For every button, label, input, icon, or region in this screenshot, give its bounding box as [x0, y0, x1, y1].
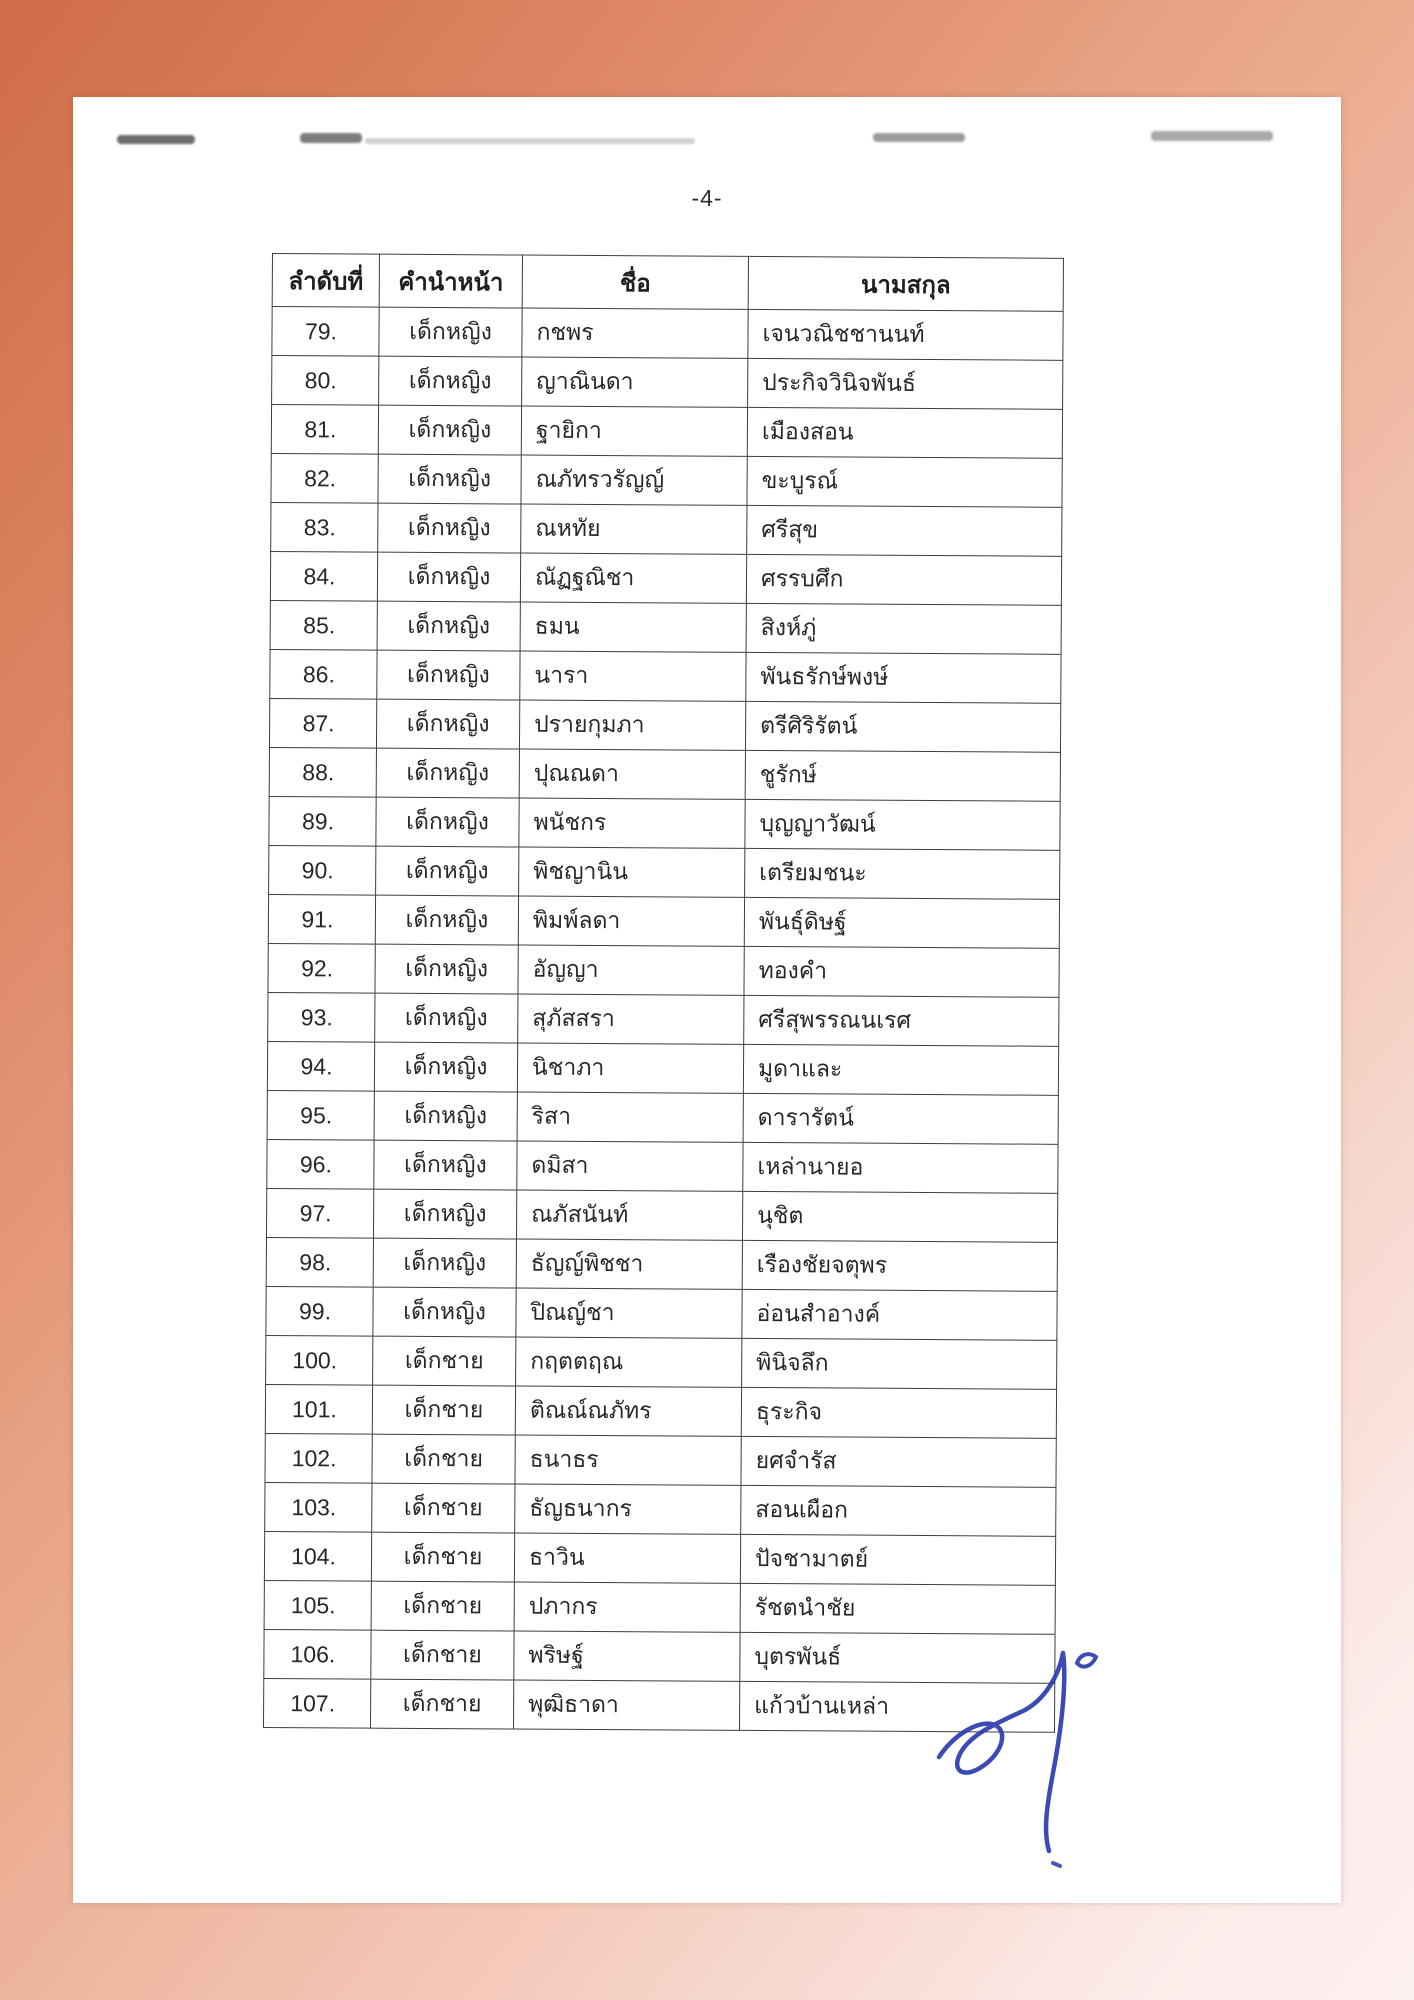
last-name-cell: ธุระกิจ: [741, 1387, 1056, 1438]
prefix-cell: เด็กชาย: [371, 1581, 514, 1631]
last-name-cell: บุตรพันธ์: [740, 1632, 1055, 1683]
first-name-cell: ณภัทรวรัญญ์: [521, 455, 747, 505]
prefix-cell: เด็กหญิง: [377, 601, 520, 651]
student-name-table: [263, 253, 1064, 1733]
first-name-cell: กชพร: [522, 308, 748, 358]
order-cell: 81.: [271, 405, 378, 455]
table-row: [267, 1139, 1058, 1193]
table-row: [270, 551, 1061, 605]
last-name-cell: พันธรักษ์พงษ์: [746, 652, 1061, 703]
last-name-cell: ศรีสุพรรณนเรศ: [744, 995, 1059, 1046]
last-name-cell: ศรรบศึก: [746, 554, 1061, 605]
order-cell: 99.: [266, 1286, 373, 1336]
table-row: [267, 1041, 1058, 1095]
order-cell: 102.: [265, 1433, 372, 1483]
table-row: [266, 1188, 1057, 1242]
first-name-cell: นิชาภา: [517, 1043, 743, 1093]
prefix-cell: เด็กหญิง: [377, 552, 520, 602]
order-cell: 91.: [268, 894, 375, 944]
order-cell: 92.: [268, 943, 375, 993]
order-cell: 86.: [270, 649, 377, 699]
prefix-cell: เด็กหญิง: [374, 1140, 517, 1190]
order-cell: 87.: [269, 698, 376, 748]
last-name-cell: ประกิจวินิจพันธ์: [748, 358, 1063, 409]
order-cell: 83.: [271, 502, 378, 552]
first-name-cell: ดมิสา: [517, 1141, 743, 1191]
scan-artifact: [873, 133, 965, 142]
order-cell: 84.: [270, 551, 377, 601]
prefix-cell: เด็กชาย: [372, 1385, 515, 1435]
order-cell: 95.: [267, 1090, 374, 1140]
table-row: [268, 894, 1059, 948]
first-name-cell: พิมพ์ลดา: [518, 896, 744, 946]
table-row: [272, 356, 1063, 410]
table-row: [266, 1237, 1057, 1291]
prefix-cell: เด็กหญิง: [374, 1091, 517, 1141]
last-name-cell: ปัจชามาตย์: [740, 1534, 1055, 1585]
order-cell: 100.: [266, 1335, 373, 1385]
last-name-cell: เตรียมชนะ: [745, 848, 1060, 899]
last-name-cell: ชูรักษ์: [745, 750, 1060, 801]
document-page: [73, 97, 1341, 1903]
first-name-cell: ธมน: [520, 602, 746, 652]
last-name-cell: นุชิต: [742, 1191, 1057, 1242]
order-cell: 82.: [271, 453, 378, 503]
last-name-cell: ยศจำรัส: [741, 1436, 1056, 1487]
table-row: [266, 1286, 1057, 1340]
table-header: [272, 254, 1063, 312]
prefix-cell: เด็กหญิง: [375, 895, 518, 945]
page-number: -4-: [691, 185, 723, 211]
last-name-cell: ศรีสุข: [747, 505, 1062, 556]
table-row: [265, 1384, 1056, 1438]
table-row: [272, 307, 1063, 361]
prefix-cell: เด็กชาย: [372, 1434, 515, 1484]
column-header: นามสกุล: [748, 256, 1063, 311]
last-name-cell: พันธุ์ดิษฐ์: [744, 897, 1059, 948]
order-cell: 93.: [268, 992, 375, 1042]
order-cell: 98.: [266, 1237, 373, 1287]
signature-stroke: [939, 1653, 1064, 1851]
order-cell: 96.: [267, 1139, 374, 1189]
first-name-cell: ธัญญ์พิชชา: [516, 1239, 742, 1289]
first-name-cell: ณภัสนันท์: [516, 1190, 742, 1240]
prefix-cell: เด็กหญิง: [375, 993, 518, 1043]
first-name-cell: สุภัสสรา: [518, 994, 744, 1044]
table-row: [264, 1531, 1055, 1585]
table-row: [269, 747, 1060, 801]
last-name-cell: สิงห์ภู่: [746, 603, 1061, 654]
prefix-cell: เด็กชาย: [372, 1483, 515, 1533]
signature: [925, 1637, 1125, 1877]
last-name-cell: ดารารัตน์: [743, 1093, 1058, 1144]
prefix-cell: เด็กชาย: [370, 1679, 513, 1729]
first-name-cell: ริสา: [517, 1092, 743, 1142]
table-row: [271, 453, 1062, 507]
last-name-cell: รัชตนำชัย: [740, 1583, 1055, 1634]
order-cell: 101.: [265, 1384, 372, 1434]
prefix-cell: เด็กหญิง: [376, 846, 519, 896]
header-row: [272, 254, 1063, 312]
first-name-cell: พริษฐ์: [514, 1631, 740, 1681]
table-row: [270, 649, 1061, 703]
first-name-cell: ณัฏฐณิชา: [520, 553, 746, 603]
first-name-cell: กฤตตฤณ: [516, 1337, 742, 1387]
first-name-cell: พุฒิธาดา: [513, 1680, 739, 1730]
first-name-cell: ธาวิน: [514, 1533, 740, 1583]
last-name-cell: เจนวณิชชานนท์: [748, 309, 1063, 360]
table-row: [269, 698, 1060, 752]
column-header: ชื่อ: [522, 255, 748, 309]
signature-stroke: [1077, 1654, 1096, 1666]
order-cell: 103.: [265, 1482, 372, 1532]
first-name-cell: ธนาธร: [515, 1435, 741, 1485]
table-row: [271, 502, 1062, 556]
prefix-cell: เด็กหญิง: [378, 454, 521, 504]
first-name-cell: ญาณินดา: [522, 357, 748, 407]
table-row: [269, 796, 1060, 850]
order-cell: 104.: [264, 1531, 371, 1581]
table-row: [268, 992, 1059, 1046]
order-cell: 90.: [269, 845, 376, 895]
last-name-cell: พินิจลึก: [742, 1338, 1057, 1389]
scan-artifact: [117, 135, 195, 144]
order-cell: 105.: [264, 1580, 371, 1630]
prefix-cell: เด็กหญิง: [376, 699, 519, 749]
order-cell: 80.: [272, 356, 379, 406]
order-cell: 89.: [269, 796, 376, 846]
last-name-cell: เรืองชัยจตุพร: [742, 1240, 1057, 1291]
prefix-cell: เด็กหญิง: [373, 1287, 516, 1337]
last-name-cell: ทองคำ: [744, 946, 1059, 997]
prefix-cell: เด็กหญิง: [379, 307, 522, 357]
last-name-cell: มูดาและ: [743, 1044, 1058, 1095]
scan-artifact: [365, 138, 695, 144]
table-row: [271, 405, 1062, 459]
last-name-cell: สอนเผือก: [741, 1485, 1056, 1536]
first-name-cell: ปุณณดา: [519, 749, 745, 799]
prefix-cell: เด็กหญิง: [376, 748, 519, 798]
table-row: [270, 600, 1061, 654]
prefix-cell: เด็กหญิง: [375, 944, 518, 994]
prefix-cell: เด็กหญิง: [374, 1042, 517, 1092]
first-name-cell: ติณณ์ณภัทร: [515, 1386, 741, 1436]
table-row: [265, 1482, 1056, 1536]
order-cell: 85.: [270, 600, 377, 650]
prefix-cell: เด็กชาย: [373, 1336, 516, 1386]
first-name-cell: พนัชกร: [519, 798, 745, 848]
prefix-cell: เด็กหญิง: [373, 1238, 516, 1288]
first-name-cell: นารา: [520, 651, 746, 701]
scan-artifact: [1151, 131, 1273, 141]
prefix-cell: เด็กชาย: [371, 1532, 514, 1582]
prefix-cell: เด็กหญิง: [376, 797, 519, 847]
first-name-cell: ปภากร: [514, 1582, 740, 1632]
table-row: [265, 1433, 1056, 1487]
order-cell: 88.: [269, 747, 376, 797]
order-cell: 106.: [264, 1629, 371, 1679]
column-header: ลำดับที่: [272, 254, 379, 308]
first-name-cell: ฐายิกา: [521, 406, 747, 456]
first-name-cell: ณหทัย: [521, 504, 747, 554]
table-row: [267, 1090, 1058, 1144]
scan-artifact: [300, 133, 362, 143]
first-name-cell: พิชญานิน: [519, 847, 745, 897]
order-cell: 94.: [267, 1041, 374, 1091]
last-name-cell: แก้วบ้านเหล่า: [739, 1681, 1054, 1732]
last-name-cell: เมืองสอน: [747, 407, 1062, 458]
prefix-cell: เด็กหญิง: [379, 356, 522, 406]
last-name-cell: บุญญาวัฒน์: [745, 799, 1060, 850]
table-row: [269, 845, 1060, 899]
prefix-cell: เด็กหญิง: [378, 405, 521, 455]
first-name-cell: ปิณญ์ชา: [516, 1288, 742, 1338]
last-name-cell: ตรีศิริรัตน์: [745, 701, 1060, 752]
order-cell: 79.: [272, 307, 379, 357]
table-row: [264, 1580, 1055, 1634]
prefix-cell: เด็กหญิง: [378, 503, 521, 553]
table-row: [268, 943, 1059, 997]
first-name-cell: ปรายกุมภา: [519, 700, 745, 750]
order-cell: 97.: [266, 1188, 373, 1238]
table-body: [263, 307, 1063, 1733]
last-name-cell: ขะบูรณ์: [747, 456, 1062, 507]
column-header: คำนำหน้า: [379, 254, 522, 308]
order-cell: 107.: [263, 1678, 370, 1728]
signature-stroke: [1053, 1863, 1060, 1866]
prefix-cell: เด็กชาย: [371, 1630, 514, 1680]
last-name-cell: อ่อนสำอางค์: [742, 1289, 1057, 1340]
last-name-cell: เหล่านายอ: [743, 1142, 1058, 1193]
table-row: [266, 1335, 1057, 1389]
first-name-cell: ธัญธนากร: [515, 1484, 741, 1534]
prefix-cell: เด็กหญิง: [377, 650, 520, 700]
prefix-cell: เด็กหญิง: [373, 1189, 516, 1239]
first-name-cell: อัญญา: [518, 945, 744, 995]
